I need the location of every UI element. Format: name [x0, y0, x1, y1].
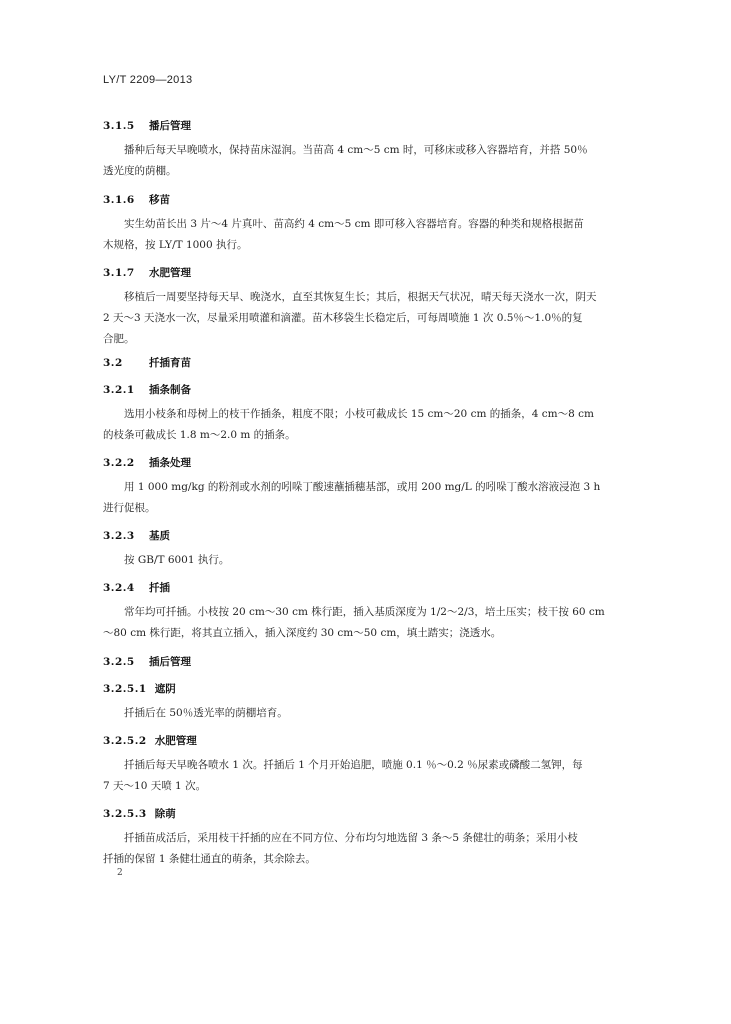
paragraph-line: 扦插后在 50％透光率的荫棚培育。 [124, 707, 288, 719]
section-heading-3-2-5 [103, 654, 191, 669]
section-number: 3.2 [103, 357, 123, 369]
section-heading-3-2-5-2 [103, 733, 197, 748]
paragraph-line: 的枝条可截成长 1.8 m～2.0 m 的插条。 [103, 429, 296, 441]
section-number: 3.2.3 [103, 530, 135, 542]
section-number: 3.2.1 [103, 384, 135, 396]
section-heading-3-1-6 [103, 192, 170, 207]
section-number: 3.2.5.1 [103, 683, 147, 695]
section-paragraph-3-2-5-2 [103, 755, 625, 797]
section-number: 3.1.7 [103, 267, 135, 279]
section-title: 移苗 [149, 194, 170, 206]
section-heading-3-2 [103, 355, 191, 370]
section-paragraph-3-2-5-3 [103, 828, 625, 870]
paragraph-line: 2 天～3 天浇水一次，尽量采用喷灌和滴灌。苗木移袋生长稳定后，可每周喷施 1 次 0.5％～1.0％的复 [103, 312, 583, 324]
section-title: 插条制备 [149, 384, 191, 396]
section-title: 播后管理 [149, 120, 191, 132]
paragraph-line: 按 GB/T 6001 执行。 [124, 554, 230, 566]
standard-code-header: LY/T 2209—2013 [103, 74, 193, 86]
section-title: 水肥管理 [149, 267, 191, 279]
section-heading-3-2-2 [103, 455, 191, 470]
paragraph-line: 木规格，按 LY/T 1000 执行。 [103, 239, 248, 251]
section-number: 3.2.5 [103, 656, 135, 668]
section-paragraph-3-2-5-1 [103, 703, 625, 724]
paragraph-line: 合肥。 [103, 333, 135, 345]
section-heading-3-2-5-3 [103, 806, 176, 821]
paragraph-line: 常年均可扦插。小枝按 20 cm～30 cm 株行距，插入基质深度为 1/2～2/3，培土压实；枝干按 60 cm [124, 606, 605, 618]
section-number: 3.2.4 [103, 582, 135, 594]
paragraph-line: 实生幼苗长出 3 片～4 片真叶、苗高约 4 cm～5 cm 即可移入容器培育。容器的种类和规格根据苗 [124, 218, 584, 230]
paragraph-line: 移植后一周要坚持每天早、晚浇水，直至其恢复生长；其后，根据天气状况，晴天每天浇水一次，阴天 [124, 291, 597, 303]
section-number: 3.1.6 [103, 194, 135, 206]
section-title: 水肥管理 [154, 735, 197, 747]
section-paragraph-3-2-4 [103, 602, 625, 644]
section-paragraph-3-2-3 [103, 550, 625, 571]
section-heading-3-2-1 [103, 382, 191, 397]
section-paragraph-3-2-1 [103, 404, 625, 446]
section-heading-3-1-7 [103, 265, 191, 280]
section-heading-3-1-5 [103, 118, 191, 133]
section-heading-3-2-5-1 [103, 681, 176, 696]
paragraph-line: 选用小枝条和母树上的枝干作插条，粗度不限；小枝可截成长 15 cm～20 cm 的插条，4 cm～8 cm [124, 408, 594, 420]
section-heading-3-2-4 [103, 580, 170, 595]
section-title: 插条处理 [149, 457, 191, 469]
section-title: 扦插 [149, 582, 170, 594]
section-number: 3.2.5.3 [103, 808, 147, 820]
section-paragraph-3-1-5 [103, 140, 625, 182]
paragraph-line: 进行促根。 [103, 502, 156, 514]
paragraph-line: ～80 cm 株行距，将其直立插入，插入深度约 30 cm～50 cm，填土踏实；浇透水。 [103, 627, 502, 639]
section-paragraph-3-2-2 [103, 477, 625, 519]
section-title: 遮阴 [154, 683, 176, 695]
section-paragraph-3-1-6 [103, 214, 625, 256]
paragraph-line: 播种后每天早晚喷水，保持苗床湿润。当苗高 4 cm～5 cm 时，可移床或移入容器培育，并搭 50％ [124, 144, 588, 156]
section-title: 除萌 [154, 808, 176, 820]
page-number: 2 [117, 868, 123, 878]
paragraph-line: 7 天～10 天喷 1 次。 [103, 780, 207, 792]
paragraph-line: 扦插苗成活后，采用枝干扦插的应在不同方位、分布均匀地选留 3 条～5 条健壮的萌条；采用小枝 [124, 832, 578, 844]
paragraph-line: 扦插的保留 1 条健壮通直的萌条，其余除去。 [103, 853, 316, 865]
section-heading-3-2-3 [103, 528, 170, 543]
paragraph-line: 扦插后每天早晚各喷水 1 次。扦插后 1 个月开始追肥，喷施 0.1 ％～0.2 ％尿素或磷酸二氢钾，每 [124, 759, 583, 771]
section-title: 扦插育苗 [149, 357, 191, 369]
section-number: 3.2.5.2 [103, 735, 147, 747]
section-number: 3.1.5 [103, 120, 135, 132]
paragraph-line: 透光度的荫棚。 [103, 165, 177, 177]
section-title: 基质 [149, 530, 170, 542]
section-title: 插后管理 [149, 656, 191, 668]
section-paragraph-3-1-7 [103, 287, 625, 350]
section-number: 3.2.2 [103, 457, 135, 469]
paragraph-line: 用 1 000 mg/kg 的粉剂或水剂的吲哚丁酸速蘸插穗基部，或用 200 mg/L 的吲哚丁酸水溶液浸泡 3 h [124, 481, 601, 493]
